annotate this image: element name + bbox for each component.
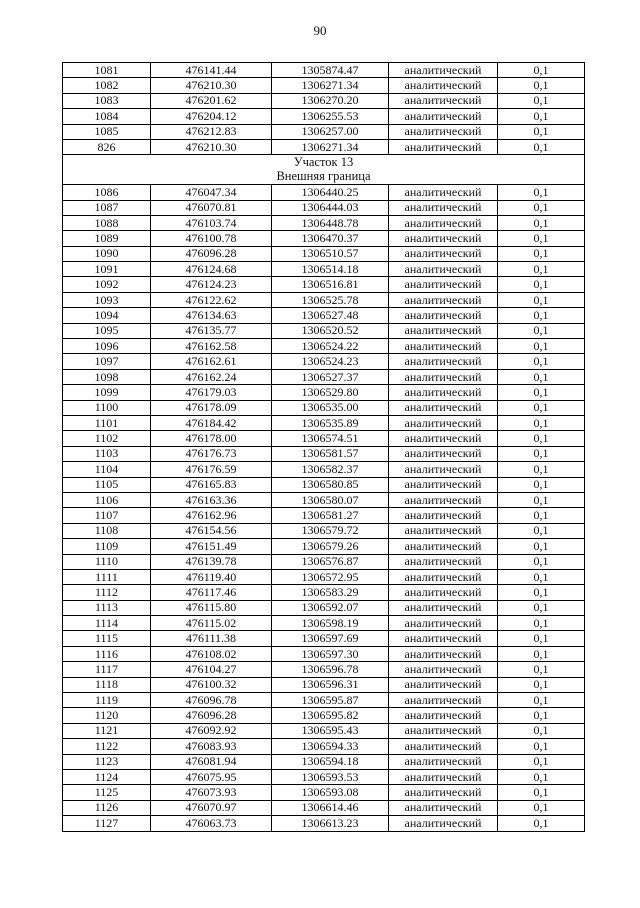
point-number-cell: 1125	[63, 785, 151, 800]
accuracy-cell: 0,1	[498, 800, 585, 815]
x-coordinate-cell: 476184.42	[151, 415, 272, 430]
y-coordinate-cell: 1306582.37	[272, 462, 389, 477]
section-header	[63, 155, 585, 185]
accuracy-cell: 0,1	[498, 646, 585, 661]
accuracy-cell: 0,1	[498, 462, 585, 477]
x-coordinate-cell: 476073.93	[151, 785, 272, 800]
y-coordinate-cell: 1306592.07	[272, 600, 389, 615]
y-coordinate-cell: 1306598.19	[272, 616, 389, 631]
x-coordinate-cell: 476139.78	[151, 554, 272, 569]
table-row	[63, 585, 585, 600]
y-coordinate-cell: 1306257.00	[272, 124, 389, 139]
accuracy-cell: 0,1	[498, 109, 585, 124]
point-number-cell: 1120	[63, 708, 151, 723]
y-coordinate-cell: 1306595.87	[272, 693, 389, 708]
table-row	[63, 677, 585, 692]
accuracy-cell: 0,1	[498, 215, 585, 230]
method-cell: аналитический	[389, 693, 498, 708]
accuracy-cell: 0,1	[498, 231, 585, 246]
table-row	[63, 109, 585, 124]
y-coordinate-cell: 1306535.89	[272, 415, 389, 430]
x-coordinate-cell: 476122.62	[151, 292, 272, 307]
table-row	[63, 93, 585, 108]
method-cell: аналитический	[389, 385, 498, 400]
y-coordinate-cell: 1306444.03	[272, 200, 389, 215]
accuracy-cell: 0,1	[498, 415, 585, 430]
table-row	[63, 539, 585, 554]
y-coordinate-cell: 1306270.20	[272, 93, 389, 108]
accuracy-cell: 0,1	[498, 585, 585, 600]
x-coordinate-cell: 476162.58	[151, 339, 272, 354]
table-row	[63, 708, 585, 723]
point-number-cell: 1127	[63, 816, 151, 831]
method-cell: аналитический	[389, 569, 498, 584]
table-row	[63, 277, 585, 292]
point-number-cell: 1122	[63, 739, 151, 754]
y-coordinate-cell: 1306271.34	[272, 78, 389, 93]
accuracy-cell: 0,1	[498, 739, 585, 754]
x-coordinate-cell: 476096.28	[151, 246, 272, 261]
y-coordinate-cell: 1306525.78	[272, 292, 389, 307]
point-number-cell: 1123	[63, 754, 151, 769]
point-number-cell: 1083	[63, 93, 151, 108]
point-number-cell: 1111	[63, 569, 151, 584]
accuracy-cell: 0,1	[498, 185, 585, 200]
y-coordinate-cell: 1306440.25	[272, 185, 389, 200]
y-coordinate-cell: 1306572.95	[272, 569, 389, 584]
method-cell: аналитический	[389, 662, 498, 677]
x-coordinate-cell: 476163.36	[151, 492, 272, 507]
method-cell: аналитический	[389, 554, 498, 569]
y-coordinate-cell: 1306593.53	[272, 769, 389, 784]
x-coordinate-cell: 476178.09	[151, 400, 272, 415]
y-coordinate-cell: 1306448.78	[272, 215, 389, 230]
accuracy-cell: 0,1	[498, 200, 585, 215]
y-coordinate-cell: 1306597.30	[272, 646, 389, 661]
table-row	[63, 262, 585, 277]
y-coordinate-cell: 1306583.29	[272, 585, 389, 600]
method-cell: аналитический	[389, 63, 498, 78]
point-number-cell: 1100	[63, 400, 151, 415]
method-cell: аналитический	[389, 339, 498, 354]
point-number-cell: 1097	[63, 354, 151, 369]
point-number-cell: 1126	[63, 800, 151, 815]
y-coordinate-cell: 1306470.37	[272, 231, 389, 246]
x-coordinate-cell: 476212.83	[151, 124, 272, 139]
x-coordinate-cell: 476124.68	[151, 262, 272, 277]
accuracy-cell: 0,1	[498, 677, 585, 692]
table-row	[63, 723, 585, 738]
method-cell: аналитический	[389, 415, 498, 430]
y-coordinate-cell: 1306593.08	[272, 785, 389, 800]
table-row	[63, 385, 585, 400]
method-cell: аналитический	[389, 523, 498, 538]
point-number-cell: 1113	[63, 600, 151, 615]
y-coordinate-cell: 1306595.43	[272, 723, 389, 738]
table-row	[63, 231, 585, 246]
point-number-cell: 1093	[63, 292, 151, 307]
x-coordinate-cell: 476178.00	[151, 431, 272, 446]
y-coordinate-cell: 1306529.80	[272, 385, 389, 400]
x-coordinate-cell: 476111.38	[151, 631, 272, 646]
table-row	[63, 569, 585, 584]
point-number-cell: 1116	[63, 646, 151, 661]
method-cell: аналитический	[389, 231, 498, 246]
point-number-cell: 1095	[63, 323, 151, 338]
point-number-cell: 1081	[63, 63, 151, 78]
x-coordinate-cell: 476124.23	[151, 277, 272, 292]
x-coordinate-cell: 476154.56	[151, 523, 272, 538]
table-row	[63, 554, 585, 569]
method-cell: аналитический	[389, 708, 498, 723]
method-cell: аналитический	[389, 816, 498, 831]
point-number-cell: 1092	[63, 277, 151, 292]
y-coordinate-cell: 1306581.27	[272, 508, 389, 523]
y-coordinate-cell: 1306514.18	[272, 262, 389, 277]
accuracy-cell: 0,1	[498, 139, 585, 154]
x-coordinate-cell: 476115.80	[151, 600, 272, 615]
table-row	[63, 185, 585, 200]
table-row	[63, 339, 585, 354]
accuracy-cell: 0,1	[498, 78, 585, 93]
method-cell: аналитический	[389, 292, 498, 307]
point-number-cell: 1121	[63, 723, 151, 738]
table-row	[63, 446, 585, 461]
method-cell: аналитический	[389, 124, 498, 139]
point-number-cell: 1117	[63, 662, 151, 677]
method-cell: аналитический	[389, 631, 498, 646]
x-coordinate-cell: 476063.73	[151, 816, 272, 831]
table-row	[63, 246, 585, 261]
table-row	[63, 769, 585, 784]
method-cell: аналитический	[389, 754, 498, 769]
table-row	[63, 308, 585, 323]
accuracy-cell: 0,1	[498, 708, 585, 723]
y-coordinate-cell: 1306255.53	[272, 109, 389, 124]
table-row	[63, 78, 585, 93]
x-coordinate-cell: 476070.97	[151, 800, 272, 815]
point-number-cell: 1099	[63, 385, 151, 400]
point-number-cell: 826	[63, 139, 151, 154]
point-number-cell: 1107	[63, 508, 151, 523]
table-row	[63, 816, 585, 831]
table-row	[63, 139, 585, 154]
accuracy-cell: 0,1	[498, 785, 585, 800]
table-row	[63, 215, 585, 230]
x-coordinate-cell: 476210.30	[151, 139, 272, 154]
table-body-before	[63, 63, 585, 155]
method-cell: аналитический	[389, 646, 498, 661]
y-coordinate-cell: 1306520.52	[272, 323, 389, 338]
x-coordinate-cell: 476081.94	[151, 754, 272, 769]
section-title: Участок 13	[63, 155, 585, 170]
table-row	[63, 400, 585, 415]
method-cell: аналитический	[389, 600, 498, 615]
y-coordinate-cell: 1306516.81	[272, 277, 389, 292]
accuracy-cell: 0,1	[498, 63, 585, 78]
accuracy-cell: 0,1	[498, 754, 585, 769]
y-coordinate-cell: 1306576.87	[272, 554, 389, 569]
x-coordinate-cell: 476201.62	[151, 93, 272, 108]
y-coordinate-cell: 1306596.31	[272, 677, 389, 692]
x-coordinate-cell: 476162.24	[151, 369, 272, 384]
accuracy-cell: 0,1	[498, 262, 585, 277]
point-number-cell: 1119	[63, 693, 151, 708]
x-coordinate-cell: 476103.74	[151, 215, 272, 230]
y-coordinate-cell: 1305874.47	[272, 63, 389, 78]
point-number-cell: 1106	[63, 492, 151, 507]
method-cell: аналитический	[389, 800, 498, 815]
table-row	[63, 415, 585, 430]
method-cell: аналитический	[389, 200, 498, 215]
method-cell: аналитический	[389, 354, 498, 369]
table-row	[63, 616, 585, 631]
y-coordinate-cell: 1306594.18	[272, 754, 389, 769]
table-body-after	[63, 185, 585, 831]
y-coordinate-cell: 1306580.07	[272, 492, 389, 507]
x-coordinate-cell: 476100.32	[151, 677, 272, 692]
section-subtitle: Внешняя граница	[63, 170, 585, 185]
x-coordinate-cell: 476104.27	[151, 662, 272, 677]
accuracy-cell: 0,1	[498, 539, 585, 554]
point-number-cell: 1112	[63, 585, 151, 600]
y-coordinate-cell: 1306527.48	[272, 308, 389, 323]
accuracy-cell: 0,1	[498, 616, 585, 631]
y-coordinate-cell: 1306271.34	[272, 139, 389, 154]
table-row	[63, 63, 585, 78]
page-number: 90	[313, 23, 327, 38]
point-number-cell: 1124	[63, 769, 151, 784]
table-row	[63, 600, 585, 615]
y-coordinate-cell: 1306614.46	[272, 800, 389, 815]
y-coordinate-cell: 1306524.23	[272, 354, 389, 369]
x-coordinate-cell: 476162.61	[151, 354, 272, 369]
y-coordinate-cell: 1306613.23	[272, 816, 389, 831]
point-number-cell: 1114	[63, 616, 151, 631]
table-row	[63, 323, 585, 338]
accuracy-cell: 0,1	[498, 323, 585, 338]
y-coordinate-cell: 1306595.82	[272, 708, 389, 723]
point-number-cell: 1109	[63, 539, 151, 554]
method-cell: аналитический	[389, 139, 498, 154]
accuracy-cell: 0,1	[498, 308, 585, 323]
point-number-cell: 1104	[63, 462, 151, 477]
x-coordinate-cell: 476075.95	[151, 769, 272, 784]
x-coordinate-cell: 476092.92	[151, 723, 272, 738]
x-coordinate-cell: 476100.78	[151, 231, 272, 246]
y-coordinate-cell: 1306579.26	[272, 539, 389, 554]
point-number-cell: 1101	[63, 415, 151, 430]
x-coordinate-cell: 476135.77	[151, 323, 272, 338]
accuracy-cell: 0,1	[498, 246, 585, 261]
y-coordinate-cell: 1306581.57	[272, 446, 389, 461]
accuracy-cell: 0,1	[498, 124, 585, 139]
method-cell: аналитический	[389, 246, 498, 261]
table-row	[63, 462, 585, 477]
accuracy-cell: 0,1	[498, 569, 585, 584]
point-number-cell: 1105	[63, 477, 151, 492]
y-coordinate-cell: 1306597.69	[272, 631, 389, 646]
point-number-cell: 1098	[63, 369, 151, 384]
method-cell: аналитический	[389, 785, 498, 800]
table-row	[63, 662, 585, 677]
point-number-cell: 1091	[63, 262, 151, 277]
point-number-cell: 1088	[63, 215, 151, 230]
accuracy-cell: 0,1	[498, 693, 585, 708]
accuracy-cell: 0,1	[498, 93, 585, 108]
x-coordinate-cell: 476108.02	[151, 646, 272, 661]
table-row	[63, 800, 585, 815]
accuracy-cell: 0,1	[498, 354, 585, 369]
method-cell: аналитический	[389, 723, 498, 738]
table-row	[63, 369, 585, 384]
accuracy-cell: 0,1	[498, 277, 585, 292]
table-row	[63, 477, 585, 492]
x-coordinate-cell: 476210.30	[151, 78, 272, 93]
table-row	[63, 508, 585, 523]
accuracy-cell: 0,1	[498, 400, 585, 415]
method-cell: аналитический	[389, 739, 498, 754]
accuracy-cell: 0,1	[498, 339, 585, 354]
x-coordinate-cell: 476134.63	[151, 308, 272, 323]
point-number-cell: 1094	[63, 308, 151, 323]
table-row	[63, 354, 585, 369]
point-number-cell: 1102	[63, 431, 151, 446]
method-cell: аналитический	[389, 323, 498, 338]
table-row	[63, 492, 585, 507]
accuracy-cell: 0,1	[498, 292, 585, 307]
table-row	[63, 200, 585, 215]
x-coordinate-cell: 476047.34	[151, 185, 272, 200]
point-number-cell: 1118	[63, 677, 151, 692]
method-cell: аналитический	[389, 369, 498, 384]
accuracy-cell: 0,1	[498, 662, 585, 677]
y-coordinate-cell: 1306524.22	[272, 339, 389, 354]
accuracy-cell: 0,1	[498, 431, 585, 446]
table-row	[63, 785, 585, 800]
accuracy-cell: 0,1	[498, 492, 585, 507]
point-number-cell: 1110	[63, 554, 151, 569]
point-number-cell: 1115	[63, 631, 151, 646]
y-coordinate-cell: 1306579.72	[272, 523, 389, 538]
method-cell: аналитический	[389, 492, 498, 507]
accuracy-cell: 0,1	[498, 369, 585, 384]
x-coordinate-cell: 476115.02	[151, 616, 272, 631]
method-cell: аналитический	[389, 677, 498, 692]
table-row	[63, 292, 585, 307]
accuracy-cell: 0,1	[498, 600, 585, 615]
table-row	[63, 523, 585, 538]
method-cell: аналитический	[389, 446, 498, 461]
y-coordinate-cell: 1306594.33	[272, 739, 389, 754]
accuracy-cell: 0,1	[498, 523, 585, 538]
accuracy-cell: 0,1	[498, 723, 585, 738]
x-coordinate-cell: 476162.96	[151, 508, 272, 523]
accuracy-cell: 0,1	[498, 385, 585, 400]
point-number-cell: 1103	[63, 446, 151, 461]
point-number-cell: 1085	[63, 124, 151, 139]
accuracy-cell: 0,1	[498, 508, 585, 523]
x-coordinate-cell: 476179.03	[151, 385, 272, 400]
method-cell: аналитический	[389, 585, 498, 600]
table-row	[63, 754, 585, 769]
method-cell: аналитический	[389, 215, 498, 230]
method-cell: аналитический	[389, 508, 498, 523]
y-coordinate-cell: 1306535.00	[272, 400, 389, 415]
method-cell: аналитический	[389, 400, 498, 415]
x-coordinate-cell: 476141.44	[151, 63, 272, 78]
accuracy-cell: 0,1	[498, 769, 585, 784]
table-row	[63, 431, 585, 446]
point-number-cell: 1087	[63, 200, 151, 215]
accuracy-cell: 0,1	[498, 631, 585, 646]
table-row	[63, 739, 585, 754]
method-cell: аналитический	[389, 262, 498, 277]
accuracy-cell: 0,1	[498, 554, 585, 569]
method-cell: аналитический	[389, 78, 498, 93]
coordinates-table	[62, 62, 585, 832]
y-coordinate-cell: 1306596.78	[272, 662, 389, 677]
method-cell: аналитический	[389, 539, 498, 554]
point-number-cell: 1108	[63, 523, 151, 538]
accuracy-cell: 0,1	[498, 477, 585, 492]
y-coordinate-cell: 1306510.57	[272, 246, 389, 261]
x-coordinate-cell: 476096.28	[151, 708, 272, 723]
y-coordinate-cell: 1306527.37	[272, 369, 389, 384]
method-cell: аналитический	[389, 93, 498, 108]
method-cell: аналитический	[389, 769, 498, 784]
point-number-cell: 1082	[63, 78, 151, 93]
x-coordinate-cell: 476176.59	[151, 462, 272, 477]
x-coordinate-cell: 476165.83	[151, 477, 272, 492]
x-coordinate-cell: 476151.49	[151, 539, 272, 554]
method-cell: аналитический	[389, 308, 498, 323]
method-cell: аналитический	[389, 462, 498, 477]
method-cell: аналитический	[389, 431, 498, 446]
table-row	[63, 124, 585, 139]
method-cell: аналитический	[389, 109, 498, 124]
point-number-cell: 1084	[63, 109, 151, 124]
y-coordinate-cell: 1306580.85	[272, 477, 389, 492]
x-coordinate-cell: 476176.73	[151, 446, 272, 461]
x-coordinate-cell: 476070.81	[151, 200, 272, 215]
point-number-cell: 1086	[63, 185, 151, 200]
accuracy-cell: 0,1	[498, 816, 585, 831]
method-cell: аналитический	[389, 477, 498, 492]
x-coordinate-cell: 476204.12	[151, 109, 272, 124]
x-coordinate-cell: 476117.46	[151, 585, 272, 600]
point-number-cell: 1089	[63, 231, 151, 246]
x-coordinate-cell: 476083.93	[151, 739, 272, 754]
point-number-cell: 1096	[63, 339, 151, 354]
method-cell: аналитический	[389, 185, 498, 200]
point-number-cell: 1090	[63, 246, 151, 261]
y-coordinate-cell: 1306574.51	[272, 431, 389, 446]
method-cell: аналитический	[389, 277, 498, 292]
table-row	[63, 693, 585, 708]
accuracy-cell: 0,1	[498, 446, 585, 461]
x-coordinate-cell: 476096.78	[151, 693, 272, 708]
method-cell: аналитический	[389, 616, 498, 631]
table-row	[63, 631, 585, 646]
x-coordinate-cell: 476119.40	[151, 569, 272, 584]
table-row	[63, 646, 585, 661]
